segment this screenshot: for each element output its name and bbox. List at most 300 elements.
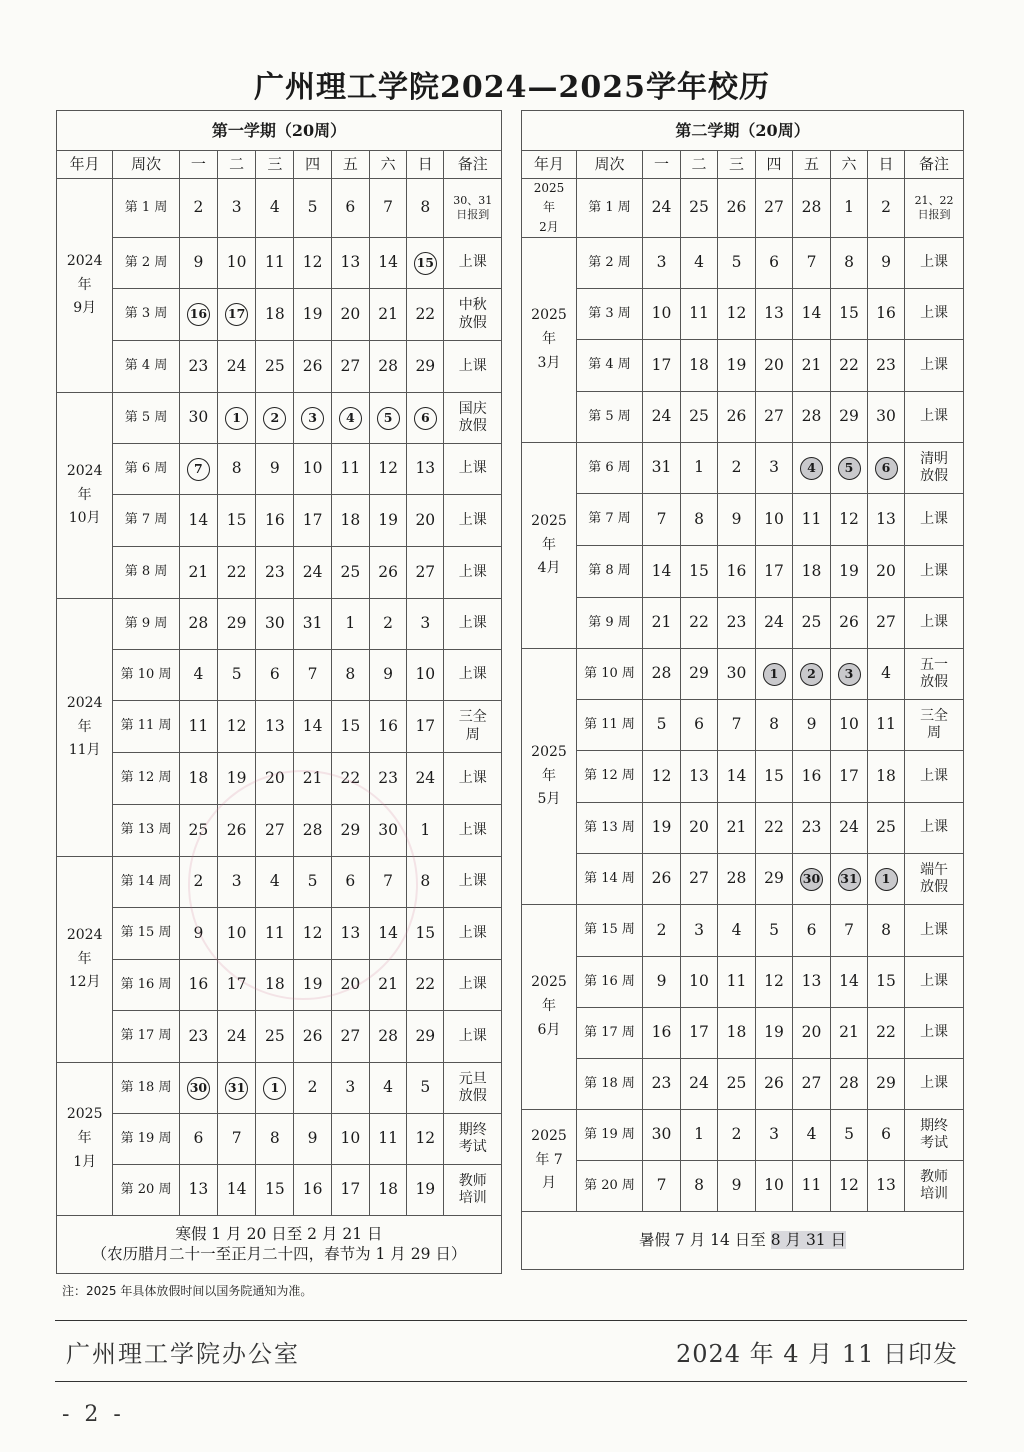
- day-cell: 10: [218, 908, 256, 960]
- day-cell: 6: [793, 905, 831, 957]
- week-number: 第 20 周: [113, 1165, 179, 1216]
- week-number: 第 6 周: [113, 444, 179, 495]
- day-cell: 26: [718, 392, 756, 443]
- week-number: 第 14 周: [577, 854, 643, 905]
- week-row: [522, 238, 964, 289]
- month-label: 2024 年 11月: [57, 599, 113, 857]
- week-note: 上课: [444, 1011, 502, 1063]
- week-row: [57, 857, 502, 908]
- month-label: 2025 年 6月: [522, 905, 577, 1110]
- top-divider: [55, 1320, 967, 1321]
- week-row: [522, 957, 964, 1008]
- week-number: 第 8 周: [577, 546, 643, 598]
- day-cell: 15: [218, 495, 256, 547]
- day-cell: 17: [831, 751, 868, 803]
- holiday-day-cell: [179, 1063, 217, 1114]
- day-cell: 24: [218, 1011, 256, 1063]
- day-cell: 13: [256, 701, 294, 753]
- day-cell: 18: [369, 1165, 406, 1216]
- week-note: 上课: [444, 547, 502, 599]
- header-week: 周次: [113, 151, 179, 179]
- week-row: [57, 1011, 502, 1063]
- header-weekday: 三: [718, 151, 756, 179]
- week-row: [57, 495, 502, 547]
- week-number: 第 17 周: [577, 1008, 643, 1059]
- month-label: 2024 年 9月: [57, 179, 113, 393]
- page-number: - 2 -: [62, 1402, 125, 1427]
- holiday-circle: 17: [225, 303, 248, 326]
- header-weekday: 四: [294, 151, 331, 179]
- day-cell: 29: [218, 599, 256, 650]
- week-note: 上课: [444, 599, 502, 650]
- holiday-day-cell: [218, 1063, 256, 1114]
- week-note: 教师 培训: [444, 1165, 502, 1216]
- week-note: 上课: [905, 1008, 964, 1059]
- day-cell: 17: [407, 701, 444, 753]
- week-row: [57, 805, 502, 857]
- day-cell: 21: [831, 1008, 868, 1059]
- day-cell: 26: [294, 341, 331, 393]
- day-cell: 21: [643, 598, 681, 649]
- day-cell: 14: [831, 957, 868, 1008]
- day-cell: 2: [294, 1063, 331, 1114]
- holiday-circle: 31: [838, 868, 861, 891]
- day-cell: 25: [681, 179, 718, 238]
- day-cell: 4: [369, 1063, 406, 1114]
- day-cell: 18: [179, 753, 217, 805]
- day-cell: 18: [331, 495, 369, 547]
- week-note: 上课: [905, 238, 964, 289]
- holiday-circle: 16: [187, 303, 210, 326]
- holiday-circle: 3: [301, 407, 324, 430]
- day-cell: 8: [681, 494, 718, 546]
- header-weekday: 日: [868, 151, 905, 179]
- week-number: 第 2 周: [113, 238, 179, 289]
- holiday-day-cell: [369, 393, 406, 444]
- day-cell: 29: [407, 1011, 444, 1063]
- week-note: 上课: [905, 289, 964, 340]
- week-row: [522, 392, 964, 443]
- holiday-day-cell: [331, 393, 369, 444]
- week-note: 上课: [444, 908, 502, 960]
- header-weekday: 六: [369, 151, 406, 179]
- day-cell: 8: [331, 650, 369, 701]
- day-cell: 28: [793, 179, 831, 238]
- header-weekday: 五: [331, 151, 369, 179]
- day-cell: 19: [756, 1008, 793, 1059]
- week-note: 端午 放假: [905, 854, 964, 905]
- week-row: [522, 443, 964, 494]
- day-cell: 23: [868, 340, 905, 392]
- holiday-circle: 5: [377, 407, 400, 430]
- day-cell: 15: [407, 908, 444, 960]
- holiday-circle: 30: [187, 1077, 210, 1100]
- day-cell: 2: [718, 1110, 756, 1161]
- week-row: [522, 1059, 964, 1110]
- month-label: 2024 年 12月: [57, 857, 113, 1063]
- day-cell: 3: [756, 443, 793, 494]
- day-cell: 8: [868, 905, 905, 957]
- holiday-circle: 1: [225, 407, 248, 430]
- summer-end-date: 8 月 31 日: [770, 1230, 847, 1249]
- day-cell: 9: [868, 238, 905, 289]
- day-cell: 12: [643, 751, 681, 803]
- holiday-day-cell: [256, 393, 294, 444]
- month-label: 2025 年 4月: [522, 443, 577, 649]
- day-cell: 22: [218, 547, 256, 599]
- day-cell: 25: [793, 598, 831, 649]
- week-number: 第 14 周: [113, 857, 179, 908]
- day-cell: 25: [718, 1059, 756, 1110]
- day-cell: 28: [369, 1011, 406, 1063]
- day-cell: 2: [643, 905, 681, 957]
- day-cell: 13: [331, 238, 369, 289]
- day-cell: 17: [331, 1165, 369, 1216]
- day-cell: 6: [256, 650, 294, 701]
- week-note: 元旦 放假: [444, 1063, 502, 1114]
- day-cell: 23: [256, 547, 294, 599]
- week-number: 第 17 周: [113, 1011, 179, 1063]
- day-cell: 3: [218, 179, 256, 238]
- day-cell: 24: [756, 598, 793, 649]
- day-cell: 5: [831, 1110, 868, 1161]
- day-cell: 8: [407, 857, 444, 908]
- day-cell: 6: [331, 857, 369, 908]
- day-cell: 17: [681, 1008, 718, 1059]
- week-note: 三全 周: [444, 701, 502, 753]
- second-semester-table: [521, 110, 964, 1270]
- header-weekday: 四: [756, 151, 793, 179]
- header-note: 备注: [905, 151, 964, 179]
- day-cell: 13: [331, 908, 369, 960]
- day-cell: 11: [331, 444, 369, 495]
- day-cell: 5: [294, 179, 331, 238]
- day-cell: 13: [179, 1165, 217, 1216]
- week-row: [57, 393, 502, 444]
- month-label: 2025 年 1月: [57, 1063, 113, 1216]
- week-row: [522, 289, 964, 340]
- day-cell: 28: [831, 1059, 868, 1110]
- week-number: 第 18 周: [113, 1063, 179, 1114]
- day-cell: 18: [793, 546, 831, 598]
- day-cell: 30: [256, 599, 294, 650]
- week-number: 第 11 周: [577, 700, 643, 751]
- holiday-circle: 1: [263, 1077, 286, 1100]
- day-cell: 20: [407, 495, 444, 547]
- day-cell: 26: [718, 179, 756, 238]
- week-number: 第 16 周: [113, 960, 179, 1011]
- day-cell: 21: [793, 340, 831, 392]
- day-cell: 1: [681, 443, 718, 494]
- holiday-day-cell: [179, 289, 217, 341]
- day-cell: 13: [756, 289, 793, 340]
- day-cell: 10: [756, 1161, 793, 1212]
- day-cell: 17: [756, 546, 793, 598]
- day-cell: 19: [369, 495, 406, 547]
- day-cell: 9: [369, 650, 406, 701]
- week-row: [57, 547, 502, 599]
- day-cell: 26: [643, 854, 681, 905]
- day-cell: 14: [793, 289, 831, 340]
- day-cell: 10: [831, 700, 868, 751]
- day-cell: 12: [831, 1161, 868, 1212]
- day-cell: 19: [643, 803, 681, 854]
- week-note: 21、22 日报到: [905, 179, 964, 238]
- day-cell: 16: [179, 960, 217, 1011]
- week-note: 上课: [444, 238, 502, 289]
- day-cell: 18: [868, 751, 905, 803]
- week-row: [522, 598, 964, 649]
- day-cell: 27: [331, 1011, 369, 1063]
- month-label: 2025 年 2月: [522, 179, 577, 238]
- day-cell: 22: [756, 803, 793, 854]
- day-cell: 2: [179, 179, 217, 238]
- week-number: 第 3 周: [113, 289, 179, 341]
- day-cell: 27: [681, 854, 718, 905]
- day-cell: 8: [756, 700, 793, 751]
- day-cell: 10: [407, 650, 444, 701]
- day-cell: 3: [331, 1063, 369, 1114]
- holiday-circle: 2: [800, 663, 823, 686]
- day-cell: 30: [868, 392, 905, 443]
- week-row: [522, 803, 964, 854]
- day-cell: 9: [718, 1161, 756, 1212]
- week-number: 第 9 周: [113, 599, 179, 650]
- week-note: 教师 培训: [905, 1161, 964, 1212]
- day-cell: 27: [756, 179, 793, 238]
- day-cell: 9: [643, 957, 681, 1008]
- week-number: 第 19 周: [577, 1110, 643, 1161]
- day-cell: 20: [681, 803, 718, 854]
- day-cell: 15: [331, 701, 369, 753]
- day-cell: 20: [756, 340, 793, 392]
- week-number: 第 13 周: [113, 805, 179, 857]
- week-row: [522, 649, 964, 700]
- holiday-circle: 1: [763, 663, 786, 686]
- day-cell: 22: [868, 1008, 905, 1059]
- holiday-day-cell: [407, 393, 444, 444]
- day-cell: 4: [256, 179, 294, 238]
- week-row: [57, 599, 502, 650]
- day-cell: 6: [681, 700, 718, 751]
- holiday-circle: 1: [875, 868, 898, 891]
- day-cell: 14: [179, 495, 217, 547]
- day-cell: 23: [718, 598, 756, 649]
- day-cell: 14: [218, 1165, 256, 1216]
- day-cell: 11: [256, 238, 294, 289]
- week-row: [522, 1110, 964, 1161]
- week-note: 五一 放假: [905, 649, 964, 700]
- holiday-day-cell: [793, 854, 831, 905]
- holiday-circle: 6: [875, 457, 898, 480]
- day-cell: 29: [407, 341, 444, 393]
- week-row: [57, 650, 502, 701]
- week-note: 上课: [444, 444, 502, 495]
- day-cell: 20: [256, 753, 294, 805]
- day-cell: 7: [369, 179, 406, 238]
- week-row: [522, 905, 964, 957]
- day-cell: 3: [756, 1110, 793, 1161]
- day-cell: 16: [256, 495, 294, 547]
- day-cell: 7: [643, 1161, 681, 1212]
- day-cell: 24: [831, 803, 868, 854]
- day-cell: 5: [643, 700, 681, 751]
- day-cell: 22: [331, 753, 369, 805]
- day-cell: 14: [294, 701, 331, 753]
- day-cell: 10: [643, 289, 681, 340]
- day-cell: 31: [643, 443, 681, 494]
- header-weekday: 二: [218, 151, 256, 179]
- header-weekday: 五: [793, 151, 831, 179]
- holiday-circle: 4: [800, 457, 823, 480]
- day-cell: 31: [294, 599, 331, 650]
- semester-caption: 第二学期（20周）: [522, 111, 964, 151]
- day-cell: 28: [369, 341, 406, 393]
- day-cell: 2: [868, 179, 905, 238]
- week-number: 第 12 周: [113, 753, 179, 805]
- week-note: 期终 考试: [905, 1110, 964, 1161]
- week-number: 第 7 周: [113, 495, 179, 547]
- day-cell: 18: [718, 1008, 756, 1059]
- week-note: 上课: [905, 751, 964, 803]
- day-cell: 11: [793, 494, 831, 546]
- week-note: 国庆 放假: [444, 393, 502, 444]
- holiday-circle: 3: [838, 663, 861, 686]
- day-cell: 7: [294, 650, 331, 701]
- day-cell: 23: [179, 1011, 217, 1063]
- week-note: 上课: [905, 803, 964, 854]
- day-cell: 2: [179, 857, 217, 908]
- week-number: 第 19 周: [113, 1114, 179, 1165]
- week-note: 三全 周: [905, 700, 964, 751]
- holiday-day-cell: [868, 443, 905, 494]
- day-cell: 12: [756, 957, 793, 1008]
- day-cell: 3: [643, 238, 681, 289]
- week-row: [522, 546, 964, 598]
- day-cell: 4: [681, 238, 718, 289]
- holiday-day-cell: [793, 649, 831, 700]
- day-cell: 8: [218, 444, 256, 495]
- holiday-day-cell: [831, 649, 868, 700]
- holiday-day-cell: [179, 444, 217, 495]
- day-cell: 19: [294, 289, 331, 341]
- winter-break-note: 寒假 1 月 20 日至 2 月 21 日 （农历腊月二十一至正月二十四，春节为 1 月 29 日）: [57, 1216, 502, 1274]
- week-row: [57, 1114, 502, 1165]
- day-cell: 16: [793, 751, 831, 803]
- day-cell: 11: [369, 1114, 406, 1165]
- month-label: 2025 年 7 月: [522, 1110, 577, 1212]
- week-row: [57, 238, 502, 289]
- week-row: [522, 1008, 964, 1059]
- header-note: 备注: [444, 151, 502, 179]
- day-cell: 26: [218, 805, 256, 857]
- day-cell: 9: [718, 494, 756, 546]
- day-cell: 2: [718, 443, 756, 494]
- week-row: [57, 1165, 502, 1216]
- week-number: 第 13 周: [577, 803, 643, 854]
- header-weekday: 一: [643, 151, 681, 179]
- week-row: [522, 700, 964, 751]
- week-row: [57, 701, 502, 753]
- holiday-circle: 31: [225, 1077, 248, 1100]
- day-cell: 17: [643, 340, 681, 392]
- day-cell: 13: [793, 957, 831, 1008]
- day-cell: 4: [179, 650, 217, 701]
- week-row: [57, 341, 502, 393]
- week-row: [522, 494, 964, 546]
- holiday-day-cell: [256, 1063, 294, 1114]
- day-cell: 27: [793, 1059, 831, 1110]
- day-cell: 17: [294, 495, 331, 547]
- day-cell: 19: [718, 340, 756, 392]
- day-cell: 20: [331, 960, 369, 1011]
- day-cell: 10: [681, 957, 718, 1008]
- week-row: [522, 854, 964, 905]
- week-row: [57, 444, 502, 495]
- day-cell: 5: [294, 857, 331, 908]
- day-cell: 30: [369, 805, 406, 857]
- day-cell: 14: [369, 238, 406, 289]
- summer-break-note: 暑假 7 月 14 日至 8 月 31 日: [522, 1212, 964, 1270]
- week-number: 第 16 周: [577, 957, 643, 1008]
- day-cell: 22: [407, 960, 444, 1011]
- day-cell: 9: [179, 238, 217, 289]
- week-note: 上课: [444, 960, 502, 1011]
- holiday-day-cell: [218, 393, 256, 444]
- week-number: 第 5 周: [577, 392, 643, 443]
- day-cell: 29: [681, 649, 718, 700]
- week-note: 上课: [905, 957, 964, 1008]
- week-number: 第 7 周: [577, 494, 643, 546]
- holiday-day-cell: [831, 854, 868, 905]
- day-cell: 15: [756, 751, 793, 803]
- day-cell: 2: [369, 599, 406, 650]
- week-note: 上课: [444, 341, 502, 393]
- day-cell: 11: [793, 1161, 831, 1212]
- day-cell: 10: [294, 444, 331, 495]
- day-cell: 21: [369, 960, 406, 1011]
- day-cell: 24: [407, 753, 444, 805]
- day-cell: 30: [718, 649, 756, 700]
- bottom-divider: [55, 1381, 967, 1382]
- day-cell: 28: [718, 854, 756, 905]
- header-weekday: 一: [179, 151, 217, 179]
- month-label: 2024 年 10月: [57, 393, 113, 599]
- day-cell: 12: [218, 701, 256, 753]
- day-cell: 26: [756, 1059, 793, 1110]
- day-cell: 18: [256, 289, 294, 341]
- day-cell: 26: [831, 598, 868, 649]
- day-cell: 26: [369, 547, 406, 599]
- day-cell: 8: [831, 238, 868, 289]
- day-cell: 28: [179, 599, 217, 650]
- week-number: 第 15 周: [577, 905, 643, 957]
- day-cell: 27: [331, 341, 369, 393]
- day-cell: 1: [831, 179, 868, 238]
- day-cell: 1: [331, 599, 369, 650]
- week-number: 第 9 周: [577, 598, 643, 649]
- day-cell: 7: [218, 1114, 256, 1165]
- day-cell: 25: [681, 392, 718, 443]
- day-cell: 3: [407, 599, 444, 650]
- day-cell: 12: [718, 289, 756, 340]
- day-cell: 7: [369, 857, 406, 908]
- week-row: [522, 340, 964, 392]
- header-weekday: 六: [831, 151, 868, 179]
- week-number: 第 10 周: [577, 649, 643, 700]
- day-cell: 16: [868, 289, 905, 340]
- day-cell: 23: [179, 341, 217, 393]
